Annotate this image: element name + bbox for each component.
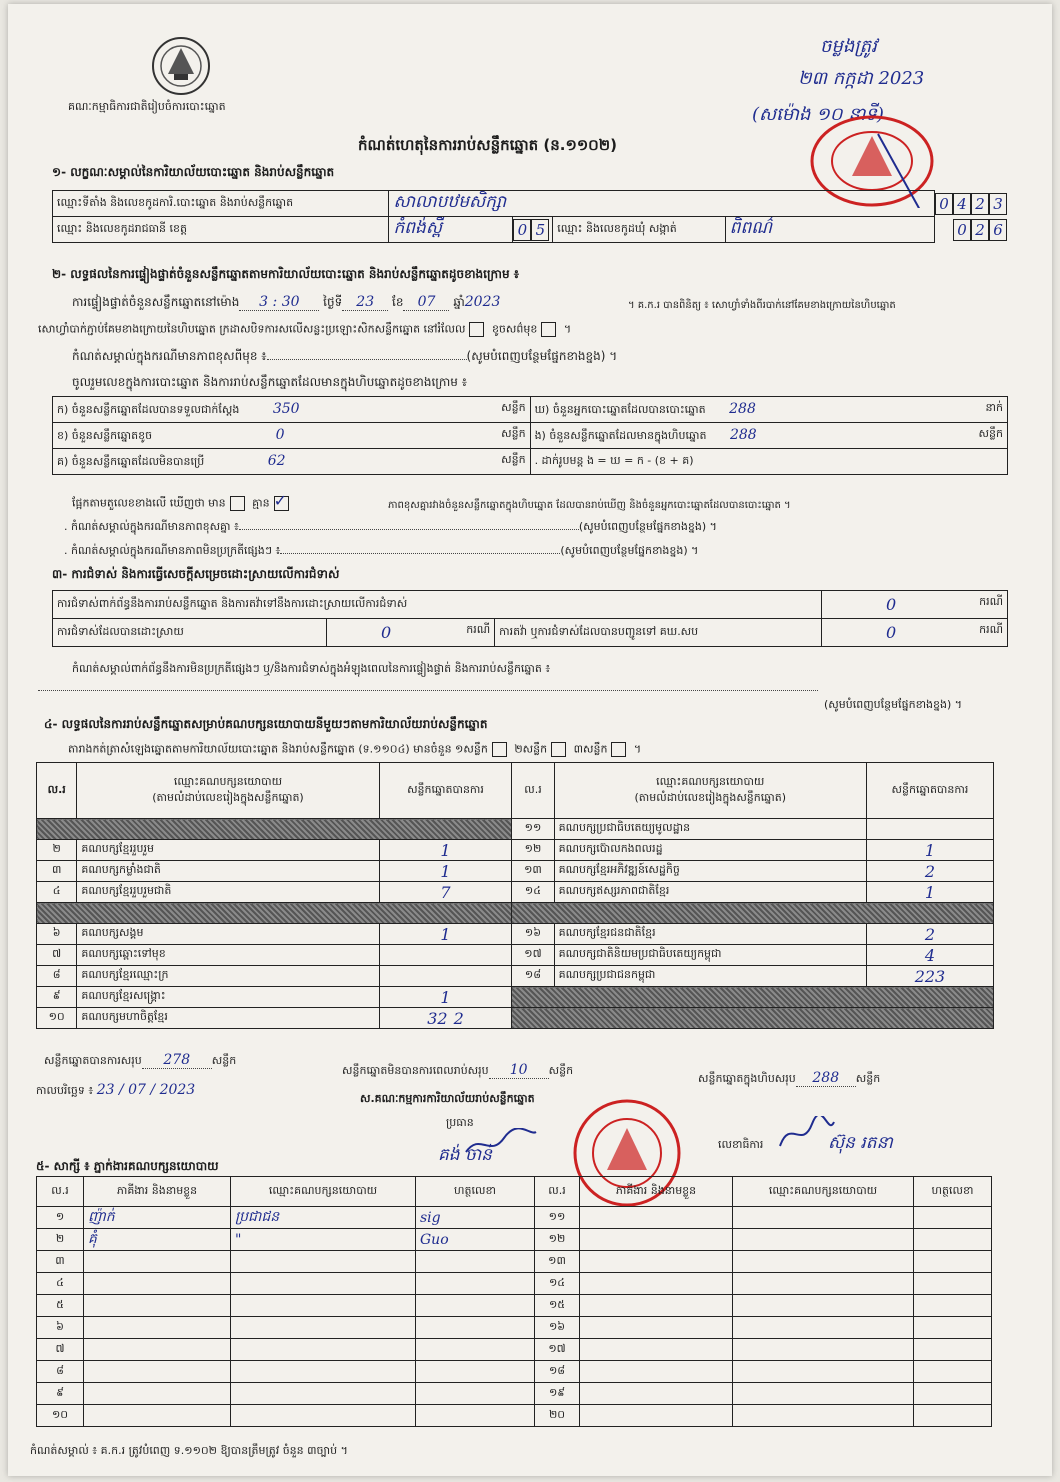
witness-row [37,1229,992,1251]
witness-row [37,1339,992,1361]
witness-number: ៧ [37,1339,84,1361]
table-row [37,882,994,903]
secretary-label: លេខាធិការ [718,1138,764,1151]
witness-signature [416,1339,535,1361]
org-name: គណៈកម្មាធិការជាតិរៀបចំការបោះឆ្នោត [68,100,226,113]
objection-label: ការជំទាស់ពាក់ព័ន្ធនឹងការរាប់សន្លឹកឆ្នោត និងការតវ៉ាទៅនឹងការដោះស្រាយលើការជំទាស់ [53,591,822,619]
section2-heading: ២- លទ្ធផលនៃការផ្ទៀងផ្ទាត់ចំនួនសន្លឹកឆ្នោតតាមការិយាល័យបោះឆ្នោត និងរាប់សន្លឹកឆ្នោតដូចខាងក្រោម ៖ [52,267,520,281]
party-votes [379,861,512,882]
nec-emblem-icon [148,34,214,98]
party-votes [866,840,993,861]
table-row [37,840,994,861]
party-number: ១៧ [512,945,554,966]
table-row [37,987,994,1008]
chair-signature-icon [460,1128,540,1158]
witness-number: ១៨ [535,1361,580,1383]
witness-number: ៣ [37,1251,84,1273]
witness-col-party-left: ឈ្មោះគណបក្សនយោបាយ [231,1177,416,1207]
total-valid: សន្លឹកឆ្នោតបានការសរុប 278 សន្លឹក [44,1052,237,1068]
commune-code: 0 2 6 [935,217,1008,243]
witness-name [84,1383,231,1405]
party-results-body [37,819,994,1029]
objection-value: 0 [886,595,897,614]
witness-name [84,1361,231,1383]
party-name: គណបក្សឆ្ពោះទៅមុខ [77,945,379,966]
witness-signature [914,1207,992,1229]
col-no-right: ល.រ [512,763,554,819]
witness-signature: Guo [416,1229,535,1251]
witness-name [580,1361,733,1383]
section4-subline: តារាងកត់ត្រាសំឡេងឆ្នោតតាមការិយាល័យបោះឆ្នោត និងរាប់សន្លឹកឆ្នោត (ទ.១១០៤) មានចំនួន ១សន្លឹក ២សន្លឹក ៣សន្លឹក ។ [68,742,642,756]
discrepancy-no-checkbox[interactable]: ✓ [273,491,287,510]
section3-hint: (សូមបំពេញបន្ថែមផ្នែកខាងខ្នង) ។ [824,698,963,711]
location-code: 0 4 2 3 [935,191,1008,217]
party-number: ១៨ [512,966,554,987]
party-name: គណបក្សជាតិនិយមប្រជាធិបតេយ្យកម្ពុជា [554,945,866,966]
witness-number: ១៤ [535,1273,580,1295]
party-votes-value: 1 [924,882,936,902]
col-votes-right: សន្លឹកឆ្នោតបានការ [866,763,993,819]
chair-name: គង់ ចាន់ [438,1145,492,1165]
witness-party [733,1383,914,1405]
witness-row [37,1405,992,1427]
witness-number: ១៣ [535,1251,580,1273]
witness-signature: sig [416,1207,535,1229]
witness-party [231,1405,416,1427]
witness-name [580,1405,733,1427]
received-value: 350 [272,400,300,417]
party-number: ១២ [512,840,554,861]
witness-name [580,1251,733,1273]
province-label: ឈ្មោះ និងលេខកូដរាជធានី ខេត្ត [57,221,187,235]
party-votes [866,882,993,903]
received-label: ក) ចំនួនសន្លឹកឆ្នោតដែលបានទទួលជាក់ស្តែង [57,402,240,416]
witness-col-party-right: ឈ្មោះគណបក្សនយោបាយ [733,1177,914,1207]
seal-ok-checkbox[interactable] [469,322,484,337]
witness-signature [914,1273,992,1295]
location-table [52,190,1008,243]
witness-signature [914,1295,992,1317]
ballot-count-table: ក) ចំនួនសន្លឹកឆ្នោតដែលបានទទួលជាក់ស្តែង 350 សន្លឹក ឃ) ចំនួនអ្នកបោះឆ្នោតដែលបានបោះឆ្នោត 288 នាក់ ខ) ចំនួនសន្លឹកឆ្នោតខូច 0 សន្លឹក ង) ចំនួនសន្លឹកឆ្នោតដែលមានក្នុងហិបឆ្នោត 288 សន្លឹក គ) ចំនួនសន្លឹកឆ្នោតដែលមិនបានប្រើ 62 សន្លឹក . ដាក់រូបមន្ត ង = ឃ = ក - (ខ + គ) [52,396,1008,475]
witness-party [231,1273,416,1295]
witness-signature [914,1405,992,1427]
witness-signature [416,1295,535,1317]
witness-number: ១១ [535,1207,580,1229]
witness-number: ១០ [37,1405,84,1427]
table-row [37,924,994,945]
witness-number: ១២ [535,1229,580,1251]
verification-year: 2023 [464,294,501,310]
section5-heading: ៥- សាក្សី ៖ ភ្នាក់ងារគណបក្សនយោបាយ [36,1159,219,1173]
party-votes [866,945,993,966]
copy-note-line2: ២៣ កក្កដា 2023 [798,68,925,89]
witness-party: " [231,1229,416,1251]
witness-party [231,1361,416,1383]
province-code: 0 5 [513,217,553,243]
unused-value: 62 [267,452,286,469]
party-name: គណបក្សប៊ោលកងពលរដ្ឋ [554,840,866,861]
table-row [37,903,994,924]
party-votes [379,924,512,945]
resolved-value: 0 [380,623,392,642]
witness-name [580,1295,733,1317]
resolved-label: ការជំទាស់ដែលបានដោះស្រាយ [53,619,327,647]
witness-signature [914,1229,992,1251]
discrepancy-yes-checkbox[interactable] [230,496,245,511]
date-field: កាលបរិច្ឆេទ ៖ 23 / 07 / 2023 [36,1082,196,1098]
location-label: ឈ្មោះទីតាំង និងលេខកូដការិ.បោះឆ្នោត និងរាប់សន្លឹកឆ្នោត [53,191,389,217]
section3-dotline [38,690,818,691]
table-row [37,861,994,882]
witness-party [231,1295,416,1317]
copy-note-line3: (សម៉ោង ១០ នាទី) [752,104,884,125]
party-number: ១១ [512,819,554,840]
table-row [37,819,994,840]
party-name: គណបក្សសង្គម [77,924,379,945]
copy-note-line1: ចម្លងត្រូវ [820,36,877,57]
party-number: ៣ [37,861,77,882]
in-box-label: ង) ចំនួនសន្លឹកឆ្នោតដែលមានក្នុងហិបឆ្នោត [534,428,707,442]
witness-name [84,1251,231,1273]
col-party-left: ឈ្មោះគណបក្សនយោបាយ [173,774,283,788]
party-number: ៨ [37,966,77,987]
party-number: ១៣ [512,861,554,882]
witness-signature [914,1251,992,1273]
witness-col-sign-right: ហត្ថលេខា [914,1177,992,1207]
witness-name [580,1339,733,1361]
party-votes-value: 1 [440,840,451,860]
voters-value: 288 [729,400,756,417]
party-name: គណបក្សខ្មែរសង្រ្គោះ [77,987,379,1008]
party-votes [379,882,512,903]
party-number: ២ [37,840,77,861]
witness-name [84,1317,231,1339]
section4-heading: ៤- លទ្ធផលនៃការរាប់សន្លឹកឆ្នោតសម្រាប់គណបក្សនយោបាយនីមួយៗតាមការិយាល័យរាប់សន្លឹកឆ្នោត [44,717,488,731]
party-votes [866,861,993,882]
party-votes-value: 223 [914,966,946,986]
witness-row [37,1295,992,1317]
witness-name [84,1405,231,1427]
witness-party [733,1229,914,1251]
witness-signature [914,1361,992,1383]
party-votes-value: 1 [924,840,936,860]
document-page [8,4,1052,1476]
total-box: សន្លឹកឆ្នោតក្នុងហិបសរុប 288 សន្លឹក [698,1070,881,1086]
witness-row [37,1317,992,1339]
table-row [37,945,994,966]
witness-number: ២ [37,1229,84,1251]
witness-number: ៥ [37,1295,84,1317]
secretary-signature-icon [776,1116,836,1152]
form-title: កំណត់ហេតុនៃការរាប់សន្លឹកឆ្នោត (ន.១១០២) [358,136,618,154]
witness-party [733,1317,914,1339]
witness-signature [416,1251,535,1273]
sheet2-checkbox[interactable] [551,742,566,757]
chair-label: ប្រធាន [446,1116,474,1129]
commune-label: ឈ្មោះ និងលេខកូដឃុំ សង្កាត់ [553,217,725,243]
party-votes-value: 32 [427,1008,448,1028]
verification-time-line: ការផ្ទៀងផ្ទាត់ចំនួនសន្លឹកឆ្នោតនៅម៉ោង 3 : 30 ថ្ងៃទី 23 ខែ 07 ឆ្នាំ2023 [72,294,501,310]
party-name: គណបក្សប្រជាធិបតេយ្យមូលដ្ឋាន [554,819,866,840]
party-number: ១៦ [512,924,554,945]
date-value: 23 / 07 / 2023 [96,1082,196,1098]
witness-number: ១៩ [535,1383,580,1405]
section3-heading: ៣- ការជំទាស់ និងការធ្វើសេចក្តីសម្រេចដោះស្រាយលើការជំទាស់ [52,567,340,581]
secretary-name: ស៊ុន រតនា [828,1133,893,1153]
seal-damaged-checkbox[interactable] [541,322,556,337]
witness-col-name-left: ភាគីងារ និងនាមខ្លួន [84,1177,231,1207]
party-number: ៤ [37,882,77,903]
party-name: គណបក្សខ្មែររួបរួម [77,840,379,861]
voters-label: ឃ) ចំនួនអ្នកបោះឆ្នោតដែលបានបោះឆ្នោត [534,402,706,416]
witness-party [231,1317,416,1339]
committee-label: ស.គណៈកម្មការការិយាល័យរាប់សន្លឹកឆ្នោត [360,1092,535,1105]
party-name: គណបក្សខ្មែរឈ្មោះក្រ [77,966,379,987]
table-row [37,1008,994,1029]
witness-name [580,1207,733,1229]
witness-table [36,1176,992,1427]
witness-party [231,1383,416,1405]
witness-party [733,1273,914,1295]
witness-party [231,1339,416,1361]
party-name: គណបក្សខ្មែរជនជាតិខ្មែរ [554,924,866,945]
total-invalid: សន្លឹកឆ្នោតមិនបានការពេលរាប់សរុប 10 សន្លឹក [342,1062,574,1078]
party-votes-value: 4 [924,945,936,965]
witness-number: ១៧ [535,1339,580,1361]
witness-col-sign-left: ហត្ថលេខា [416,1177,535,1207]
party-votes [866,924,993,945]
witness-party [733,1405,914,1427]
seal-check-line: សោហ្វាំបាក់ភ្ជាប់គែមខាងក្រោយនៃហិបឆ្នោត ក្រដាសបិទការសលើសន្លះប្រឡោះសិកសន្លឹកឆ្នោត នៅរំលែល ខូចសព៌មុខ ។ [38,322,572,336]
witness-party [733,1207,914,1229]
location-value: សាលាបឋមសិក្សា [393,192,507,212]
party-votes [379,945,512,966]
witness-number: ១ [37,1207,84,1229]
province-value: កំពង់ស្ពឺ [393,218,443,238]
witness-col-no-left: ល.រ [37,1177,84,1207]
witness-signature [416,1361,535,1383]
verification-day: 23 [356,294,375,310]
witness-party [733,1339,914,1361]
section3-note: កំណត់សម្គាល់ពាក់ព័ន្ធនឹងការមិនប្រក្រតីផ្សេងៗ ឬ/និងការជំទាស់ក្នុងអំឡុងពេលនៃការផ្ទៀងផ្ទាត់ និងការរាប់សន្លឹកឆ្នោត ៖ [72,662,551,675]
witness-signature [914,1317,992,1339]
party-number: ៧ [37,945,77,966]
witness-name [84,1295,231,1317]
witness-col-name-right: ភាគីងារ និងនាមខ្លួន [580,1177,733,1207]
party-votes [379,987,512,1008]
witness-number: ៦ [37,1317,84,1339]
witness-party [733,1361,914,1383]
witness-name [580,1383,733,1405]
party-name: គណបក្សឥស្សរភាពជាតិខ្មែរ [554,882,866,903]
party-votes-value: 7 [440,882,451,902]
party-votes-value: 2 [924,861,936,881]
in-box-value: 288 [729,426,757,443]
witness-signature [416,1317,535,1339]
witness-number: ២០ [535,1405,580,1427]
total-invalid-value: 10 [509,1062,528,1078]
section1-heading: ១- លក្ខណៈសម្គាល់នៃការិយាល័យបោះឆ្នោត និងរាប់សន្លឹកឆ្នោត [52,165,335,179]
party-results-table: ល.រ ឈ្មោះគណបក្សនយោបាយ (តាមលំដាប់លេខរៀងក្នុងសន្លឹកឆ្នោត) សន្លឹកឆ្នោតបានការ ល.រ ឈ្មោះគណបក្សនយោបាយ (តាមលំដាប់លេខរៀងក្នុងសន្លឹកឆ្នោត) សន្លឹកឆ្នោតបានការ ១១ គណបក្សប្រជាធិបតេយ្យមូលដ្ឋាន ២ គណបក្សខ្មែររួបរួម 1 ១២ គណបក្សប៊ោលកងពលរដ្ឋ 1 ៣ គណបក្សកម្លាំងជាតិ 1 ១៣ គណបក្សខ្មែរអភិវឌ្ឍន៍សេដ្ឋកិច្ច 2 ៤ គណបក្សខ្មែររួបរួមជាតិ 7 ១៤ គណបក្សឥស្សរភាពជាតិខ្មែរ 1 ៦ គណបក្សសង្គម 1 ១៦ គណបក្សខ្មែរជនជាតិខ្មែរ 2 ៧ គណបក្សឆ្ពោះទៅមុខ ១៧ គណបក្សជាតិនិយមប្រជាធិបតេយ្យកម្ពុជា 4 ៨ គណបក្សខ្មែរឈ្មោះក្រ ១៨ គណបក្សប្រជាជនកម្ពុជា 223 ៩ គណបក្សខ្មែរសង្រ្គោះ 1 ១០ គណបក្សមហាចិត្តខ្មែរ 32 2 [36,762,994,1029]
witness-number: ៩ [37,1383,84,1405]
witness-name: គុំ [84,1229,231,1251]
match-suffix: ភាពខុសគ្នារវាងចំនួនសន្លឹកឆ្នោតក្នុងហិបឆ្នោត ដែលបានរាប់ឃើញ និងចំនួនអ្នកបោះឆ្នោតដែលបានបោះឆ្នោត ។ [388,500,791,511]
witness-signature [914,1383,992,1405]
witness-row [37,1273,992,1295]
shaded-cell [37,819,512,840]
shaded-cell [37,903,512,924]
party-votes-value: 2 [924,924,936,944]
spoiled-label: ខ) ចំនួនសន្លឹកឆ្នោតខូច [57,428,153,442]
irregularity-note: . កំណត់សម្គាល់ក្នុងករណីមានភាពមិនប្រក្រតីផ្សេងៗ ៖ (សូមបំពេញបន្ថែមផ្នែកខាងខ្នង) ។ [64,544,699,557]
commune-value: ពិពណ៌ [729,218,772,238]
verification-month: 07 [417,294,436,310]
party-votes [866,966,993,987]
witness-col-no-right: ល.រ [535,1177,580,1207]
witness-name [84,1339,231,1361]
col-party-right: ឈ្មោះគណបក្សនយោបាយ [656,774,765,788]
forwarded-value: 0 [886,623,897,642]
section2-note: កំណត់សម្គាល់ក្នុងករណីមានភាពខុសពីមុខ ៖ (សូមបំពេញបន្ថែមផ្នែកខាងខ្នង) ។ [72,349,618,363]
party-votes [379,840,512,861]
shaded-cell [512,1008,994,1029]
witness-name: ញ៉ាក់ [84,1207,231,1229]
witness-row [37,1383,992,1405]
objection-table: ការជំទាស់ពាក់ព័ន្ធនឹងការរាប់សន្លឹកឆ្នោត និងការតវ៉ាទៅនឹងការដោះស្រាយលើការជំទាស់ 0 ករណី ការជំទាស់ដែលបានដោះស្រាយ 0 ករណី ការតវ៉ា ឬការជំទាស់ដែលបានបញ្ជូនទៅ គឃ.សប 0 ករណី [52,590,1008,647]
party-number: ១០ [37,1008,77,1029]
witness-name [84,1273,231,1295]
witness-party [231,1251,416,1273]
party-votes-extra: 2 [453,1008,464,1028]
sheet3-checkbox[interactable] [611,742,626,757]
party-name: គណបក្សកម្លាំងជាតិ [77,861,379,882]
formula-label: . ដាក់រូបមន្ត ង = ឃ = ក - (ខ + គ) [534,453,694,467]
witness-row [37,1361,992,1383]
sheet1-checkbox[interactable] [492,742,507,757]
party-name: គណបក្សខ្មែរអភិវឌ្ឍន៍សេដ្ឋកិច្ច [554,861,866,882]
witness-number: ៤ [37,1273,84,1295]
witness-party [733,1251,914,1273]
party-votes [379,966,512,987]
verification-time: 3 : 30 [259,294,300,310]
forwarded-label: ការតវ៉ា ឬការជំទាស់ដែលបានបញ្ជូនទៅ គឃ.សប [495,619,822,647]
table-row [37,966,994,987]
col-no-left: ល.រ [37,763,77,819]
discrepancy-note: . កំណត់សម្គាល់ក្នុងករណីមានភាពខុសគ្នា ៖ (សូមបំពេញបន្ថែមផ្នែកខាងខ្នង) ។ [64,520,717,533]
witness-number: ៨ [37,1361,84,1383]
party-number: ៦ [37,924,77,945]
witness-name [580,1317,733,1339]
party-name: គណបក្សប្រជាជនកម្ពុជា [554,966,866,987]
footer-note: កំណត់សម្គាល់ ៖ គ.ក.រ ត្រូវបំពេញ ទ.១១០២ ឱ្យបានត្រឹមត្រូវ ចំនួន ៣ច្បាប់ ។ [30,1444,348,1457]
witness-signature [416,1405,535,1427]
unused-label: គ) ចំនួនសន្លឹកឆ្នោតដែលមិនបានប្រើ [57,454,205,468]
witness-name [580,1273,733,1295]
party-name: គណបក្សមហាចិត្តខ្មែរ [77,1008,379,1029]
witness-signature [416,1273,535,1295]
party-votes [379,1008,512,1029]
party-votes-value: 1 [440,861,451,881]
witness-row [37,1251,992,1273]
party-number: ១៤ [512,882,554,903]
witness-signature [416,1383,535,1405]
party-number: ៩ [37,987,77,1008]
verification-suffix: ។ គ.ក.រ បានពិនិត្យ ៖ សោហ្វាំទាំងពីរបាក់នៅគែមខាងក្រោយនៃហិបឆ្នោត [628,300,896,311]
shaded-cell [512,903,994,924]
match-line: ផ្អែកតាមតួលេខខាងលើ ឃើញថា មាន គ្មាន ✓ [72,491,287,510]
total-box-value: 288 [812,1070,840,1086]
witness-name [580,1229,733,1251]
witness-signature [914,1339,992,1361]
col-votes-left: សន្លឹកឆ្នោតបានការ [379,763,512,819]
section2-intro: ចូលរួមលេខក្នុងការបោះឆ្នោត និងការរាប់សន្លឹកឆ្នោតដែលមានក្នុងហិបឆ្នោតដូចខាងក្រោម ៖ [72,375,467,389]
witness-number: ១៦ [535,1317,580,1339]
witness-party [733,1295,914,1317]
shaded-cell [512,987,994,1008]
witness-row [37,1207,992,1229]
party-name: គណបក្សខ្មែររួបរួមជាតិ [77,882,379,903]
party-votes-value: 1 [440,924,451,944]
total-valid-value: 278 [163,1052,191,1068]
spoiled-value: 0 [275,426,285,443]
witness-body [37,1207,992,1427]
witness-party: ប្រជាជន [231,1207,416,1229]
witness-number: ១៥ [535,1295,580,1317]
party-votes [866,819,993,840]
party-votes-value: 1 [440,987,451,1007]
